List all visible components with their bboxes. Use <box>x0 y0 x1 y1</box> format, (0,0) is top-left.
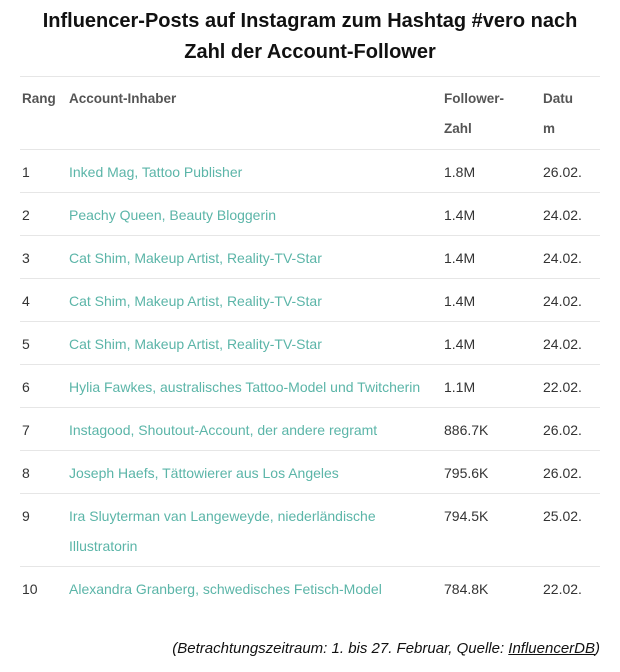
table-row <box>20 150 600 193</box>
header-account-owner: Account-Inhaber <box>69 91 177 106</box>
owner-cell <box>69 243 441 273</box>
owner-cell <box>69 329 441 359</box>
table-row <box>20 193 600 236</box>
owner-link-line-1[interactable]: Ira Sluyterman van Langeweyde, niederländische <box>69 508 376 524</box>
owner-cell <box>69 200 441 230</box>
owner-link[interactable]: Alexandra Granberg, schwedisches Fetisch-Model <box>69 581 382 597</box>
header-followers-line-1: Follower- <box>444 91 504 106</box>
followers-cell: 1.4M <box>444 207 476 223</box>
caption-suffix: ) <box>595 640 600 657</box>
rank-cell: 10 <box>22 581 38 597</box>
table-row <box>20 236 600 279</box>
source-link[interactable]: InfluencerDB <box>508 640 595 657</box>
caption-prefix: (Betrachtungszeitraum: 1. bis 27. Februar, Quelle: <box>172 640 509 657</box>
table-row <box>20 494 600 567</box>
header-followers-line-2: Zahl <box>444 121 472 136</box>
title-line-1: Influencer-Posts auf Instagram zum Hashtag #vero nach <box>42 10 578 32</box>
followers-cell: 1.1M <box>444 379 476 395</box>
page-title <box>0 6 620 68</box>
owner-link[interactable]: Instagood, Shoutout-Account, der andere regramt <box>69 422 378 438</box>
owner-cell <box>69 574 441 604</box>
followers-cell: 1.4M <box>444 250 476 266</box>
source-caption <box>172 634 600 664</box>
ranking-table <box>20 76 600 609</box>
date-cell: 22.02. <box>543 581 582 597</box>
rank-cell: 9 <box>22 508 30 524</box>
owner-link[interactable]: Inked Mag, Tattoo Publisher <box>69 164 243 180</box>
date-cell: 22.02. <box>543 379 582 395</box>
owner-cell <box>69 458 441 488</box>
rank-cell: 7 <box>22 422 30 438</box>
date-cell: 26.02. <box>543 164 582 180</box>
rank-cell: 1 <box>22 164 30 180</box>
followers-cell: 794.5K <box>444 508 489 524</box>
owner-link[interactable]: Joseph Haefs, Tättowierer aus Los Angeles <box>69 465 339 481</box>
date-cell: 26.02. <box>543 465 582 481</box>
date-cell: 24.02. <box>543 336 582 352</box>
owner-cell <box>69 501 441 561</box>
owner-link[interactable]: Cat Shim, Makeup Artist, Reality-TV-Star <box>69 336 322 352</box>
header-rank: Rang <box>22 91 56 106</box>
date-cell: 24.02. <box>543 250 582 266</box>
owner-link-line-2[interactable]: Illustratorin <box>69 538 138 554</box>
title-line-2: Zahl der Account-Follower <box>184 41 436 63</box>
table-row <box>20 279 600 322</box>
rank-cell: 5 <box>22 336 30 352</box>
followers-cell: 784.8K <box>444 581 489 597</box>
followers-cell: 1.8M <box>444 164 476 180</box>
rank-cell: 4 <box>22 293 30 309</box>
header-date-line-2: m <box>543 121 556 136</box>
table-row <box>20 408 600 451</box>
owner-cell <box>69 157 441 187</box>
header-date-line-1: Datu <box>543 91 573 106</box>
rank-cell: 2 <box>22 207 30 223</box>
date-cell: 25.02. <box>543 508 582 524</box>
table-row <box>20 365 600 408</box>
date-cell: 24.02. <box>543 207 582 223</box>
date-cell: 26.02. <box>543 422 582 438</box>
owner-cell <box>69 286 441 316</box>
table-row <box>20 322 600 365</box>
owner-link[interactable]: Cat Shim, Makeup Artist, Reality-TV-Star <box>69 250 322 266</box>
owner-cell <box>69 372 441 402</box>
header-followers <box>444 84 524 144</box>
rank-cell: 3 <box>22 250 30 266</box>
followers-cell: 795.6K <box>444 465 489 481</box>
owner-link[interactable]: Hylia Fawkes, australisches Tattoo-Model und Twitcherin <box>69 379 421 395</box>
table-row <box>20 451 600 494</box>
header-date <box>543 84 603 144</box>
followers-cell: 886.7K <box>444 422 489 438</box>
date-cell: 24.02. <box>543 293 582 309</box>
owner-link[interactable]: Cat Shim, Makeup Artist, Reality-TV-Star <box>69 293 322 309</box>
owner-link[interactable]: Peachy Queen, Beauty Bloggerin <box>69 207 277 223</box>
rank-cell: 8 <box>22 465 30 481</box>
table-header-row <box>20 77 600 150</box>
rank-cell: 6 <box>22 379 30 395</box>
followers-cell: 1.4M <box>444 336 476 352</box>
owner-cell <box>69 415 441 445</box>
table-row <box>20 567 600 609</box>
followers-cell: 1.4M <box>444 293 476 309</box>
